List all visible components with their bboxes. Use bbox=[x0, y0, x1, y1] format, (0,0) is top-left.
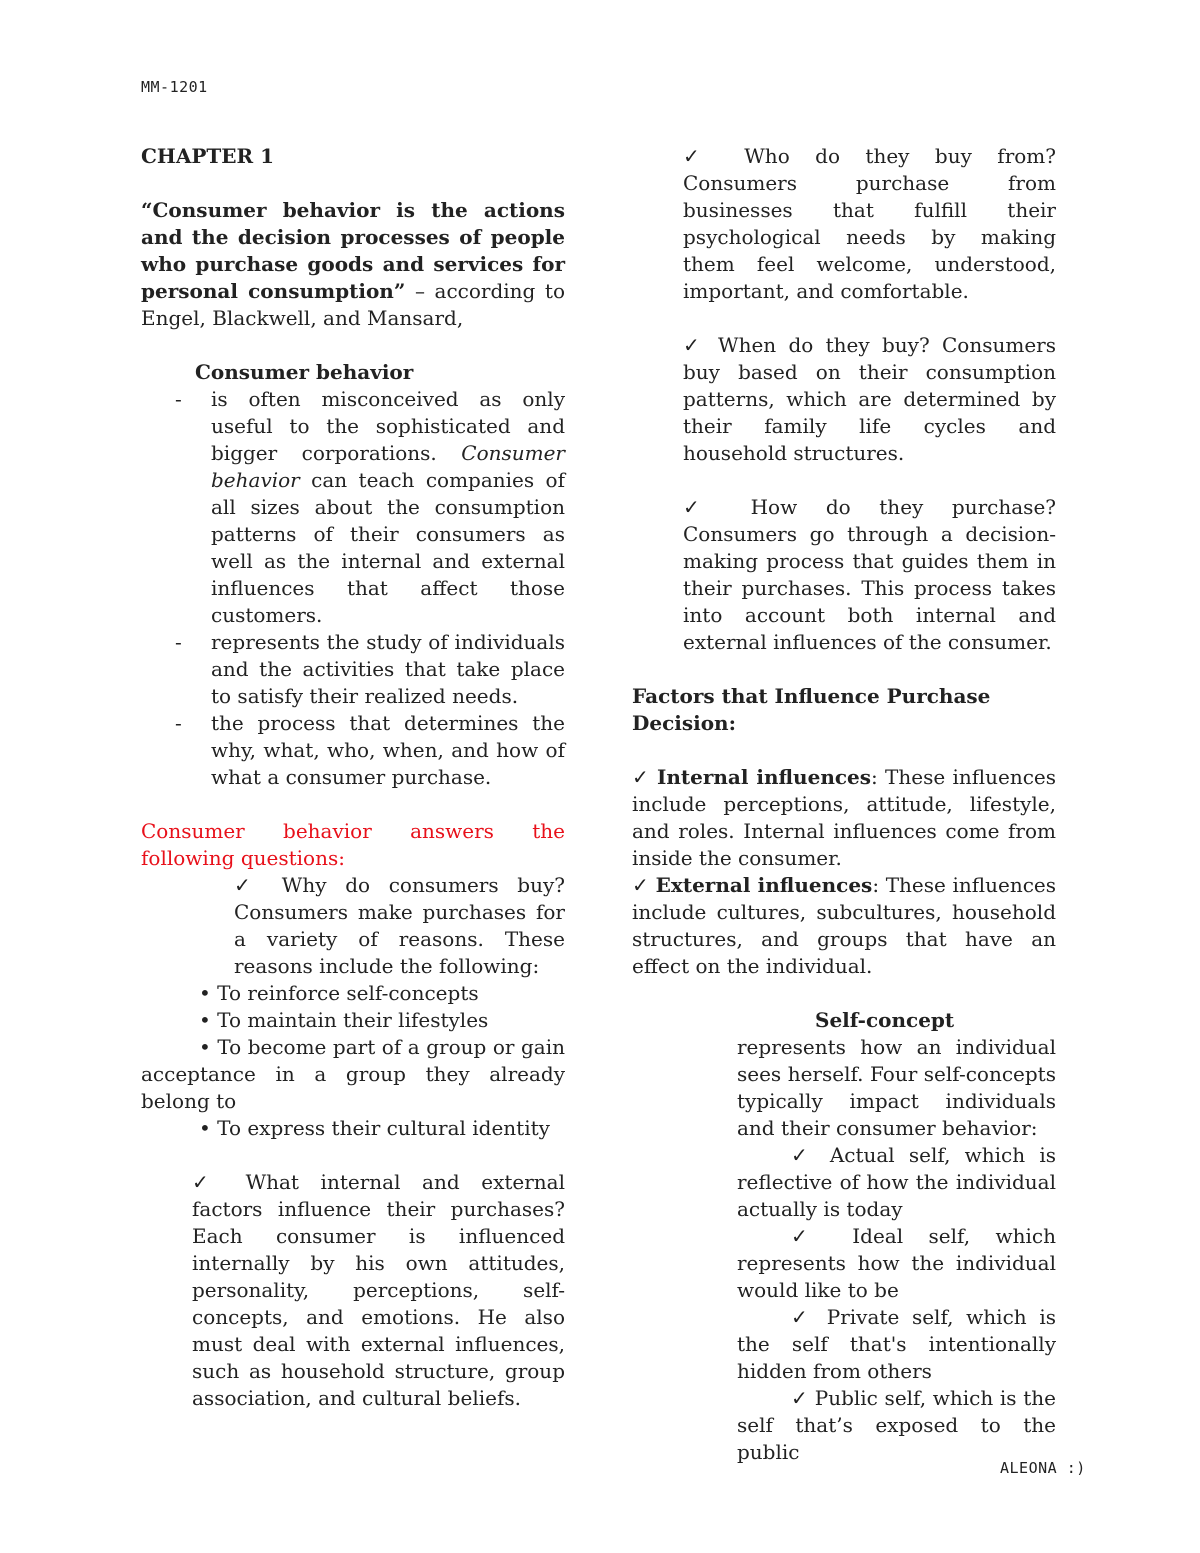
check-icon: ✓ bbox=[683, 144, 719, 168]
check-icon: ✓ bbox=[632, 873, 650, 897]
check-icon: ✓ bbox=[234, 873, 264, 897]
external-influences: ✓ External influences: These influences include cultures, subcultures, household structures, and groups that have an effect on the individual. bbox=[632, 873, 1056, 978]
right-column bbox=[632, 143, 1056, 1466]
check-icon: ✓ bbox=[192, 1170, 224, 1194]
check-icon: ✓ bbox=[791, 1305, 815, 1329]
reason-item: • To express their cultural identity bbox=[199, 1116, 550, 1140]
reason-item: • To become part of a group or gain acceptance in a group they already belong to bbox=[141, 1035, 565, 1113]
self-item-actual: ✓ Actual self, which is reflective of how the individual actually is today bbox=[737, 1143, 1056, 1221]
factors-heading: Factors that Influence Purchase Decision: bbox=[632, 684, 991, 735]
self-concept-block bbox=[737, 1007, 1056, 1466]
check-icon: ✓ bbox=[791, 1224, 827, 1248]
author-signature: ALEONA :) bbox=[1000, 1459, 1086, 1477]
list-item: - is often misconceived as only useful to the sophisticated and bigger corporations. Consumer behavior can teach companies of all sizes about the consumption patterns of their consumers as well as the internal and external influences that affect those customers. bbox=[211, 386, 565, 629]
quote-bold: “Consumer behavior is the actions and the decision processes of people who purchase goods and services for personal consumption” bbox=[141, 198, 565, 303]
left-column bbox=[141, 143, 565, 1412]
question-how: ✓ How do they purchase? Consumers go through a decision-making process that guides them in their purchases. This process takes into account both internal and external influences of the consumer. bbox=[683, 495, 1057, 654]
consumer-behavior-heading: Consumer behavior bbox=[195, 360, 414, 384]
check-icon: ✓ bbox=[683, 495, 723, 519]
self-item-private: ✓ Private self, which is the self that's intentionally hidden from others bbox=[737, 1305, 1057, 1383]
consumer-behavior-list bbox=[141, 386, 565, 791]
check-icon: ✓ bbox=[791, 1386, 809, 1410]
question-who: ✓ Who do they buy from? Consumers purchase from businesses that fulfill their psychological needs by making them feel welcome, understood, important, and comfortable. bbox=[683, 144, 1056, 303]
check-icon: ✓ bbox=[683, 333, 706, 357]
questions-heading: Consumer behavior answers the following questions: bbox=[141, 819, 565, 870]
self-item-public: ✓ Public self, which is the self that’s exposed to the public bbox=[737, 1386, 1056, 1464]
question-when: ✓ When do they buy? Consumers buy based on their consumption patterns, which are determined by their family life cycles and household structures. bbox=[683, 333, 1056, 465]
check-icon: ✓ bbox=[632, 765, 650, 789]
chapter-title: CHAPTER 1 bbox=[141, 144, 274, 168]
quote-attribution: – according to Engel, Blackwell, and Mansard, bbox=[141, 279, 565, 330]
definition-quote bbox=[141, 197, 565, 332]
question-why: ✓ Why do consumers buy? Consumers make purchases for a variety of reasons. These reasons include the following: bbox=[234, 873, 566, 978]
reason-item: • To reinforce self-concepts bbox=[199, 981, 479, 1005]
course-code: MM-1201 bbox=[141, 78, 208, 96]
self-item-ideal: ✓ Ideal self, which represents how the individual would like to be bbox=[737, 1224, 1056, 1302]
question-what: ✓ What internal and external factors influence their purchases? Each consumer is influenced internally by his own attitudes, personality, perceptions, self-concepts, and emotions. He also must deal with external influences, such as household structure, group association, and cultural beliefs. bbox=[192, 1170, 565, 1410]
self-concept-definition: Self-concept represents how an individual sees herself. Four self-concepts typically impact individuals and their consumer behavior: bbox=[737, 1008, 1056, 1140]
list-item: - represents the study of individuals and the activities that take place to satisfy their realized needs. bbox=[211, 629, 565, 710]
reason-item: • To maintain their lifestyles bbox=[199, 1008, 489, 1032]
check-icon: ✓ bbox=[791, 1143, 816, 1167]
internal-influences: ✓ Internal influences: These influences include perceptions, attitude, lifestyle, and roles. Internal influences come from inside the consumer. bbox=[632, 765, 1057, 870]
list-item: - the process that determines the why, what, who, when, and how of what a consumer purchase. bbox=[211, 710, 565, 791]
